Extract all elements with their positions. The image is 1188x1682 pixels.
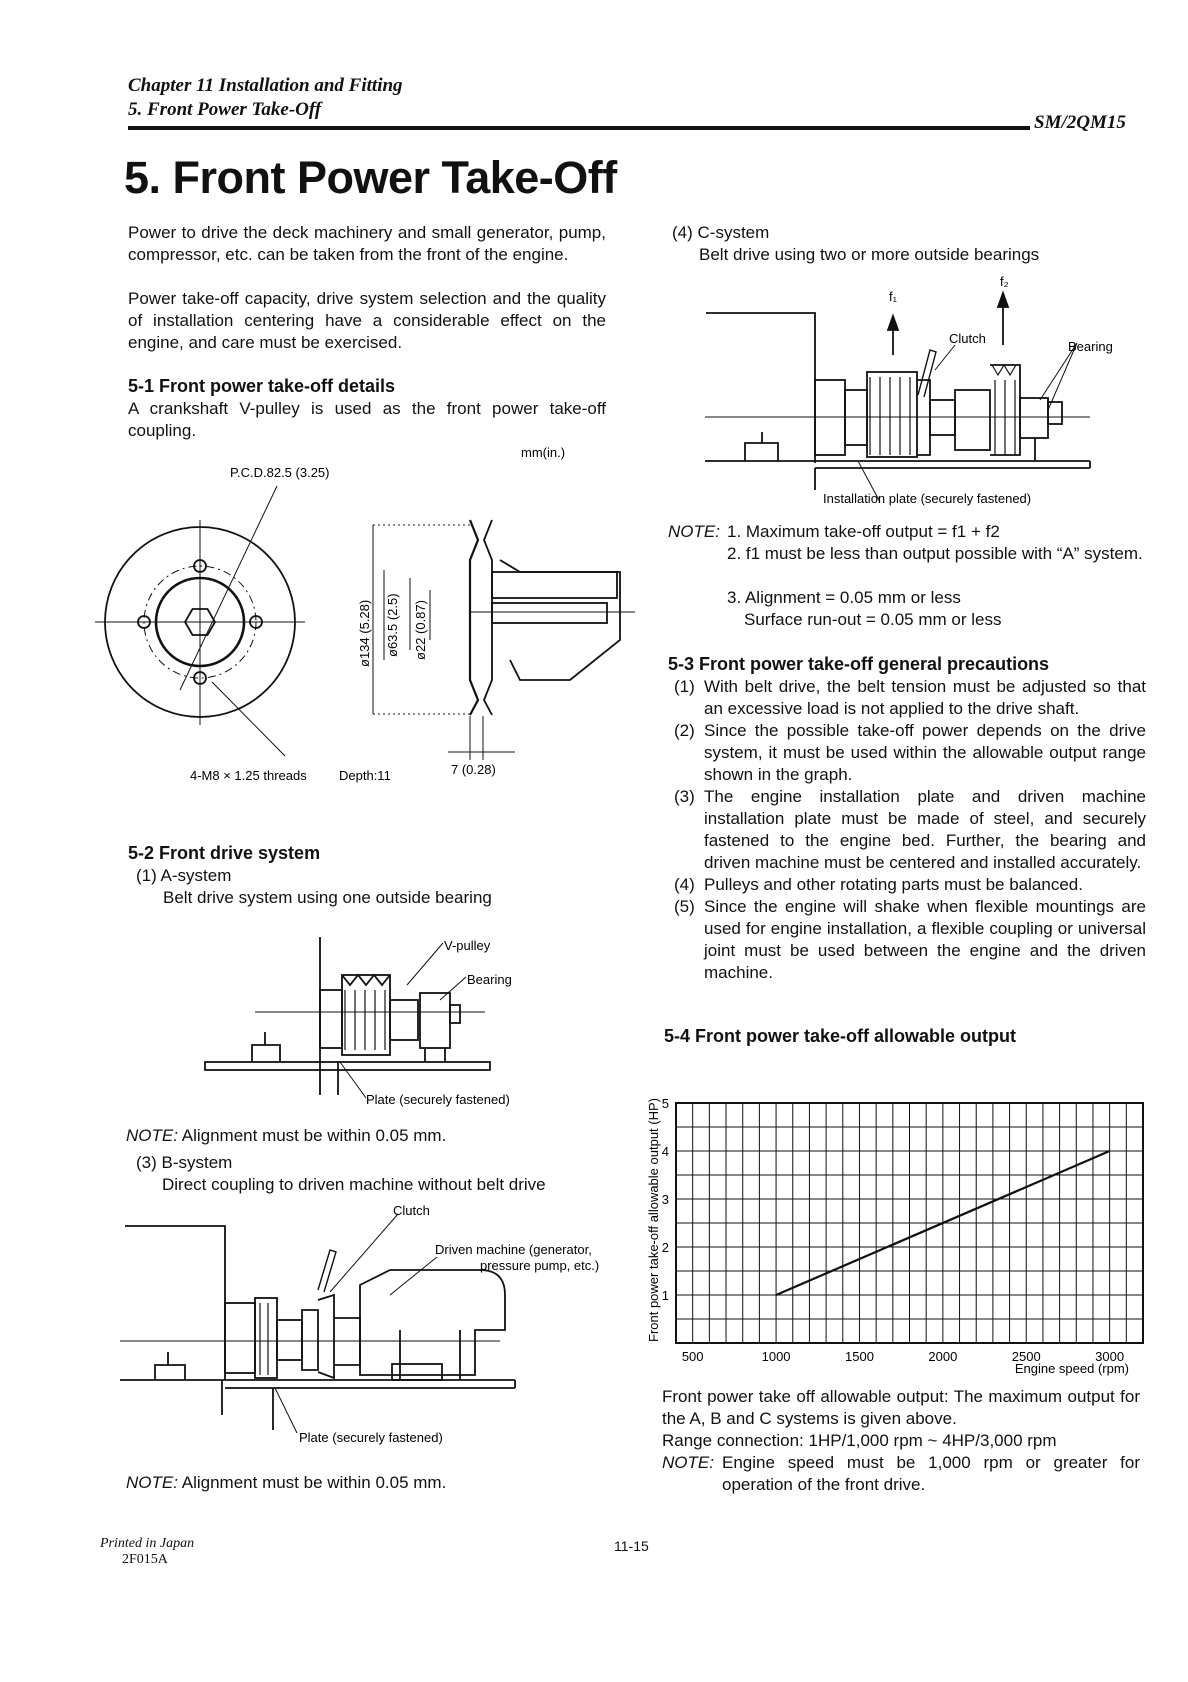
header-model: SM/2QM15 [1034, 112, 1126, 133]
thread-leader [212, 682, 285, 756]
dim-134: ø134 (5.28) [357, 599, 372, 667]
a-system-note [126, 1125, 446, 1147]
b-driven-label-1: Driven machine (generator, [435, 1242, 592, 1257]
x-tick-label: 3000 [1095, 1349, 1125, 1364]
precaution-item [674, 874, 1146, 896]
item-number: (1) [674, 677, 695, 696]
c-system-desc: Belt drive using two or more outside bearings [699, 245, 1040, 264]
item-text: Pulleys and other rotating parts must be balanced. [704, 875, 1083, 894]
pulley-front-view [95, 486, 305, 756]
note-text: Alignment must be within 0.05 mm. [181, 1126, 447, 1145]
a-system-title: (1) A-system [136, 866, 232, 885]
precaution-item [674, 786, 1146, 874]
b-driven-label-2: pressure pump, etc.) [480, 1258, 600, 1273]
item-number: (5) [674, 897, 695, 916]
header-chapter: Chapter 11 Installation and Fitting [128, 75, 403, 96]
c-system-title: (4) C-system [672, 223, 770, 242]
f1-label: f₁ [889, 289, 897, 304]
c-plate-label: Installation plate (securely fastened) [823, 491, 1032, 506]
s54-note-label: NOTE: [662, 1453, 714, 1472]
dim-63-5: ø63.5 (2.5) [385, 593, 400, 657]
s54-note-text: Engine speed must be 1,000 rpm or greater for operation of the front drive. [722, 1453, 1140, 1494]
b-system-note [126, 1472, 446, 1494]
item-text: Since the possible take-off power depends on the drive system, it must be used within the allowable output range shown in the graph. [704, 721, 1146, 784]
b-system-desc: Direct coupling to driven machine without belt drive [162, 1175, 546, 1194]
y-tick-label: 5 [661, 1096, 669, 1111]
intro-paragraph-1: Power to drive the deck machinery and small generator, pump, compressor, etc. can be taken from the front of the engine. [128, 223, 606, 264]
note-label: NOTE: [126, 1126, 178, 1145]
precaution-item [674, 720, 1146, 786]
item-number: (2) [674, 721, 695, 740]
units-label: mm(in.) [521, 445, 566, 460]
c-note-2: 2. f1 must be less than output possible with “A” system. [727, 544, 1143, 563]
c-note-3b: Surface run-out = 0.05 mm or less [744, 610, 1002, 629]
dim-22: ø22 (0.87) [413, 600, 428, 660]
threads-label: 4-M8 × 1.25 threads [190, 768, 307, 783]
item-number: (3) [674, 787, 695, 806]
b-plate-label: Plate (securely fastened) [299, 1430, 443, 1445]
a-vpulley-label: V-pulley [444, 938, 491, 953]
page-title: 5. Front Power Take-Off [124, 152, 617, 203]
depth-label: Depth:11 [339, 768, 391, 783]
y-tick-label: 3 [661, 1192, 669, 1207]
pcd-leader [180, 486, 277, 690]
section-5-4-heading: 5-4 Front power take-off allowable output [664, 1026, 1017, 1046]
c-bearing-label: Bearing [1068, 339, 1113, 354]
section-5-4-text: Front power take off allowable output: The maximum output for the A, B and C systems is given above. [662, 1387, 1140, 1428]
c-note-3a: 3. Alignment = 0.05 mm or less [727, 588, 961, 607]
chart-ylabel: Front power take-off allowable output (HP) [646, 1098, 661, 1342]
output-chart [640, 1050, 1160, 1390]
y-tick-label: 4 [661, 1144, 669, 1159]
section-5-2-heading: 5-2 Front drive system [128, 843, 321, 863]
a-plate-label: Plate (securely fastened) [366, 1092, 510, 1107]
y-tick-label: 2 [661, 1240, 669, 1255]
c-system-drawing [700, 270, 1120, 515]
a-system-desc: Belt drive system using one outside bearing [163, 888, 492, 907]
footer-printed: Printed in Japan [100, 1536, 195, 1551]
section-5-3-heading: 5-3 Front power take-off general precautions [668, 654, 1050, 674]
pcd-label: P.C.D.82.5 (3.25) [230, 465, 330, 480]
x-tick-label: 2000 [928, 1349, 958, 1364]
section-5-1-heading: 5-1 Front power take-off details [128, 376, 396, 396]
footer-code: 2F015A [122, 1552, 168, 1567]
c-clutch-label: Clutch [949, 331, 986, 346]
chart-grid [676, 1103, 1143, 1343]
offset-label: 7 (0.28) [451, 762, 496, 777]
b-system-title: (3) B-system [136, 1153, 233, 1172]
b-clutch-label: Clutch [393, 1203, 430, 1218]
f2-label: f₂ [1000, 274, 1009, 289]
precaution-item [674, 676, 1146, 720]
chart-xlabel: Engine speed (rpm) [1014, 1361, 1129, 1376]
x-tick-label: 2500 [1011, 1349, 1041, 1364]
y-tick-label: 1 [661, 1288, 669, 1303]
b-system-drawing [110, 1198, 630, 1453]
note-text: Alignment must be within 0.05 mm. [181, 1473, 447, 1492]
a-bearing-label: Bearing [467, 972, 512, 987]
item-text: The engine installation plate and driven machine installation plate must be made of steel, and securely fastened to the engine bed. Further, the bearing and driven machine must be centered and installed accurately. [704, 787, 1146, 872]
page-number: 11-15 [614, 1538, 649, 1554]
c-note-label: NOTE: [668, 522, 720, 541]
header-rule [128, 126, 1030, 130]
precautions-list [674, 676, 1146, 984]
header-section: 5. Front Power Take-Off [128, 99, 322, 120]
x-tick-label: 500 [681, 1349, 704, 1364]
x-tick-label: 1500 [845, 1349, 874, 1364]
intro-paragraph-2: Power take-off capacity, drive system selection and the quality of installation centering have a considerable effect on the engine, and care must be exercised. [128, 289, 606, 352]
item-text: Since the engine will shake when flexible mountings are used for engine installation, a flexible coupling or universal joint must be used between the engine and the driven machine. [704, 897, 1146, 982]
x-tick-label: 1000 [761, 1349, 791, 1364]
precaution-item [674, 896, 1146, 984]
item-number: (4) [674, 875, 695, 894]
range-connection: Range connection: 1HP/1,000 rpm ~ 4HP/3,000 rpm [662, 1431, 1057, 1450]
item-text: With belt drive, the belt tension must be adjusted so that an excessive load is not applied to the drive shaft. [704, 677, 1146, 718]
a-system-drawing [200, 930, 540, 1115]
c-note-1: 1. Maximum take-off output = f1 + f2 [727, 522, 1000, 541]
section-5-1-text: A crankshaft V-pulley is used as the front power take-off coupling. [128, 399, 606, 440]
note-label: NOTE: [126, 1473, 178, 1492]
pulley-detail-drawing [90, 440, 650, 800]
